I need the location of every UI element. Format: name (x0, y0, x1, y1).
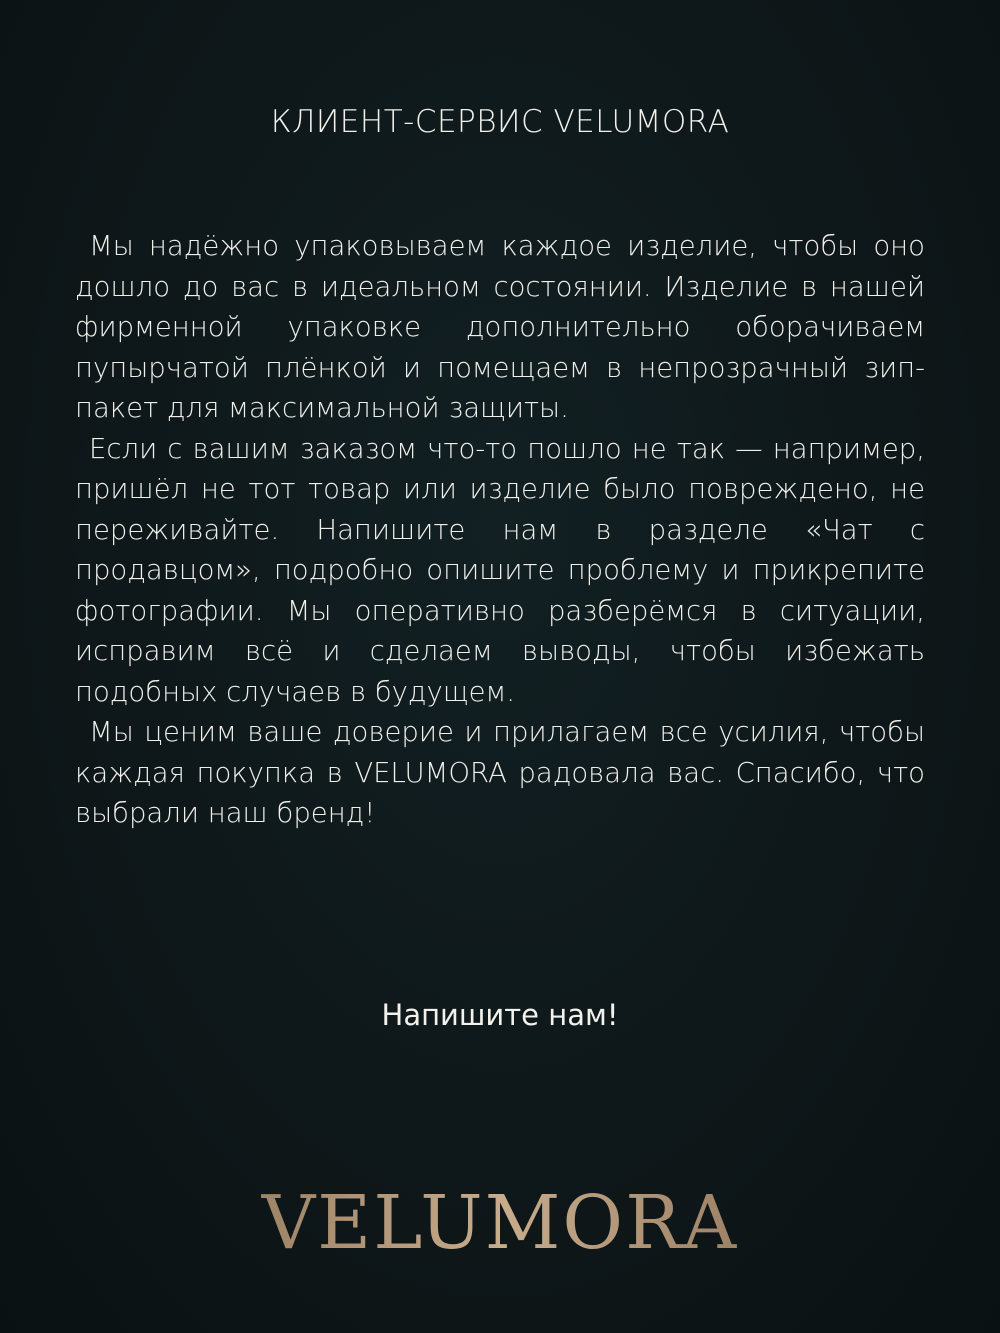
paragraph-thanks: Мы ценим ваше доверие и прилагаем все усилия, чтобы каждая покупка в VELUMORA радовала вас. Спасибо, что выбрали наш бренд! (75, 716, 925, 829)
body-text (75, 226, 925, 834)
contact-call-to-action: Напишите нам! (381, 998, 619, 1032)
paragraph-packaging: Мы надёжно упаковываем каждое изделие, чтобы оно дошло до вас в идеальном состоянии. Изделие в нашей фирменной упаковке дополнительно оборачиваем пупырчатой плёнкой и помещаем в непрозрачный зип-пакет для максимальной защиты. (75, 230, 925, 424)
brand-logo: VELUMORA (0, 1180, 1000, 1266)
page-title: КЛИЕНТ-СЕРВИС VELUMORA (270, 104, 730, 140)
paragraph-problems: Если с вашим заказом что-то пошло не так — например, пришёл не тот товар или изделие было повреждено, не переживайте. Напишите нам в разделе «Чат с продавцом», подробно опишите проблему и прикрепите фотографии. Мы оперативно разберёмся в ситуации, исправим всё и сделаем выводы, чтобы избежать подобных случаев в будущем. (75, 432, 925, 708)
